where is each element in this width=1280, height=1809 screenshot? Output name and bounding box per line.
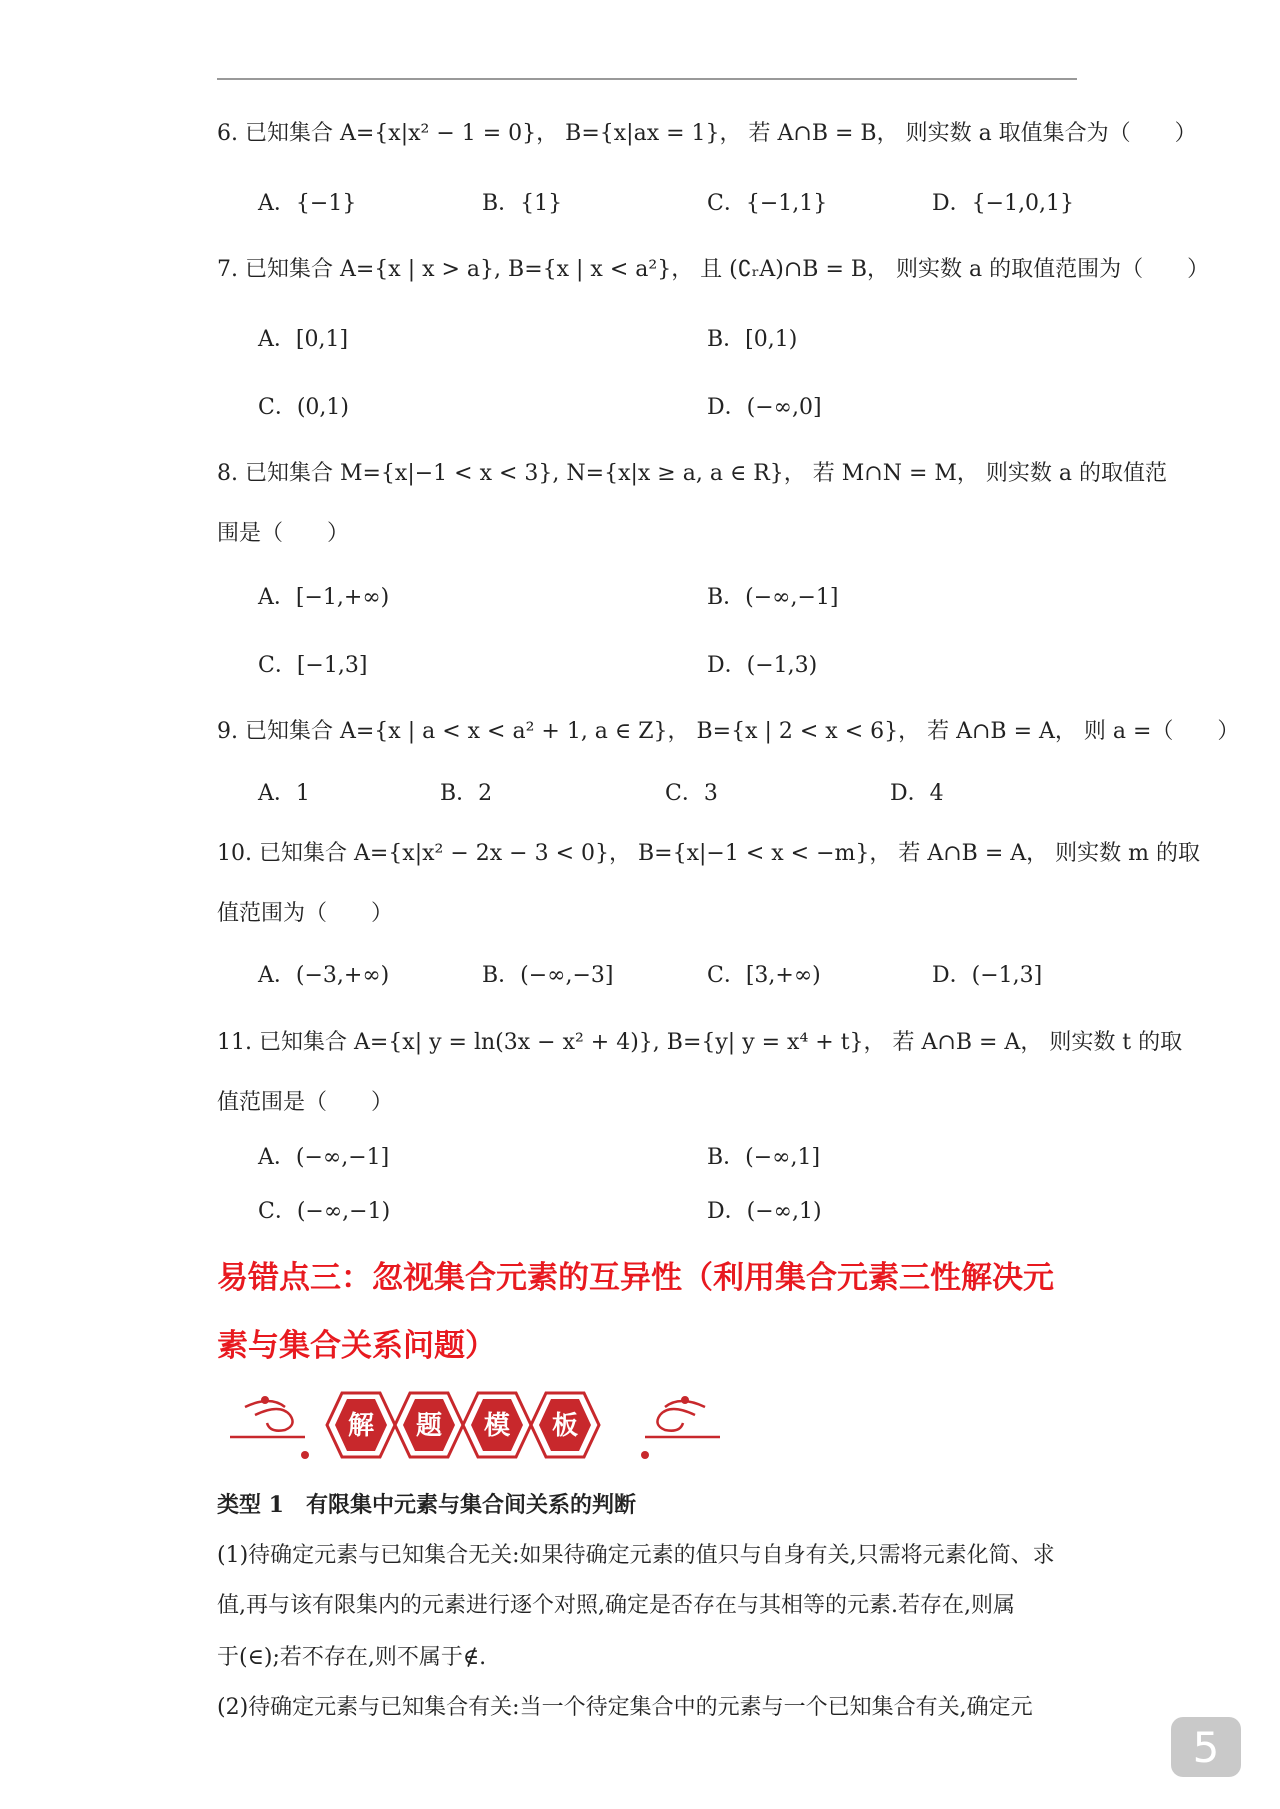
section-heading-line2: 素与集合关系问题） [217, 1328, 496, 1364]
solution-template-banner [225, 1385, 725, 1465]
hexagon-1 [327, 1393, 395, 1457]
type1-title: 类型 1 有限集中元素与集合间关系的判断 [217, 1492, 636, 1518]
type1-p1-line3: 于(∈);若不存在,则不属于∉. [217, 1645, 487, 1670]
hexagon-3 [463, 1393, 531, 1457]
question-9-stem: 9. 已知集合 A={x | a < x < a² + 1, a ∈ Z}， B={x | 2 < x < 6}， 若 A∩B = A， 则 a =（ ） [217, 719, 1240, 744]
q7-option-d[interactable]: D．(−∞,0] [707, 395, 822, 420]
type1-p1-line2: 值,再与该有限集内的元素进行逐个对照,确定是否存在与其相等的元素.若存在,则属 [217, 1593, 1015, 1618]
section-heading-line1: 易错点三：忽视集合元素的互异性（利用集合元素三性解决元 [217, 1260, 1054, 1296]
page-number-badge[interactable]: 5 [1171, 1717, 1241, 1777]
q7-option-b[interactable]: B．[0,1) [707, 327, 798, 352]
q7-option-a[interactable]: A．[0,1] [258, 327, 349, 352]
q10-option-b[interactable]: B．(−∞,−3] [482, 963, 614, 988]
q7-option-c[interactable]: C．(0,1) [258, 395, 349, 420]
hexagon-4 [531, 1393, 599, 1457]
type1-p2-line1: (2)待确定元素与已知集合有关:当一个待定集合中的元素与一个已知集合有关,确定元 [217, 1695, 1033, 1720]
q10-option-d[interactable]: D．(−1,3] [932, 963, 1043, 988]
question-11-stem: 11. 已知集合 A={x| y = ln(3x − x² + 4)}, B={y| y = x⁴ + t}， 若 A∩B = A， 则实数 t 的取 [217, 1030, 1183, 1055]
q11-option-d[interactable]: D．(−∞,1) [707, 1199, 822, 1224]
q9-option-d[interactable]: D．4 [890, 781, 944, 806]
question-8-stem: 8. 已知集合 M={x|−1 < x < 3}, N={x|x ≥ a, a ∈ R}， 若 M∩N = M， 则实数 a 的取值范 [217, 461, 1168, 486]
question-8-stem-cont: 围是（ ） [217, 521, 350, 546]
q8-option-c[interactable]: C．[−1,3] [258, 653, 368, 678]
q9-option-c[interactable]: C．3 [665, 781, 718, 806]
q8-option-a[interactable]: A．[−1,+∞) [258, 585, 390, 610]
q8-option-b[interactable]: B．(−∞,−1] [707, 585, 839, 610]
q11-option-c[interactable]: C．(−∞,−1) [258, 1199, 391, 1224]
banner-char-4: 板 [551, 1411, 579, 1441]
left-swirl-decoration [230, 1401, 305, 1437]
q6-option-d[interactable]: D．{−1,0,1} [932, 191, 1075, 216]
question-10-stem-cont: 值范围为（ ） [217, 901, 394, 926]
q6-option-c[interactable]: C．{−1,1} [707, 191, 828, 216]
question-7-stem: 7. 已知集合 A={x | x > a}, B={x | x < a²}， 且 (∁ᵣA)∩B = B， 则实数 a 的取值范围为（ ） [217, 257, 1210, 282]
q11-option-b[interactable]: B．(−∞,1] [707, 1145, 821, 1170]
hexagon-2 [395, 1393, 463, 1457]
q9-option-b[interactable]: B．2 [440, 781, 493, 806]
banner-char-2: 题 [415, 1411, 443, 1441]
type1-p1-line1: (1)待确定元素与已知集合无关:如果待确定元素的值只与自身有关,只需将元素化简、求 [217, 1543, 1055, 1568]
q9-option-a[interactable]: A．1 [258, 781, 310, 806]
q6-option-b[interactable]: B．{1} [482, 191, 563, 216]
q8-option-d[interactable]: D．(−1,3) [707, 653, 818, 678]
q11-option-a[interactable]: A．(−∞,−1] [258, 1145, 390, 1170]
q10-option-a[interactable]: A．(−3,+∞) [258, 963, 390, 988]
banner-char-1: 解 [347, 1411, 375, 1441]
top-rule [217, 78, 1077, 80]
question-10-stem: 10. 已知集合 A={x|x² − 2x − 3 < 0}， B={x|−1 < x < −m}， 若 A∩B = A， 则实数 m 的取 [217, 841, 1200, 866]
question-11-stem-cont: 值范围是（ ） [217, 1090, 394, 1115]
q10-option-c[interactable]: C．[3,+∞) [707, 963, 821, 988]
banner-char-3: 模 [483, 1411, 511, 1441]
right-swirl-decoration [645, 1401, 720, 1437]
question-6-stem: 6. 已知集合 A={x|x² − 1 = 0}， B={x|ax = 1}， 若 A∩B = B， 则实数 a 取值集合为（ ） [217, 121, 1197, 146]
q6-option-a[interactable]: A．{−1} [258, 191, 357, 216]
